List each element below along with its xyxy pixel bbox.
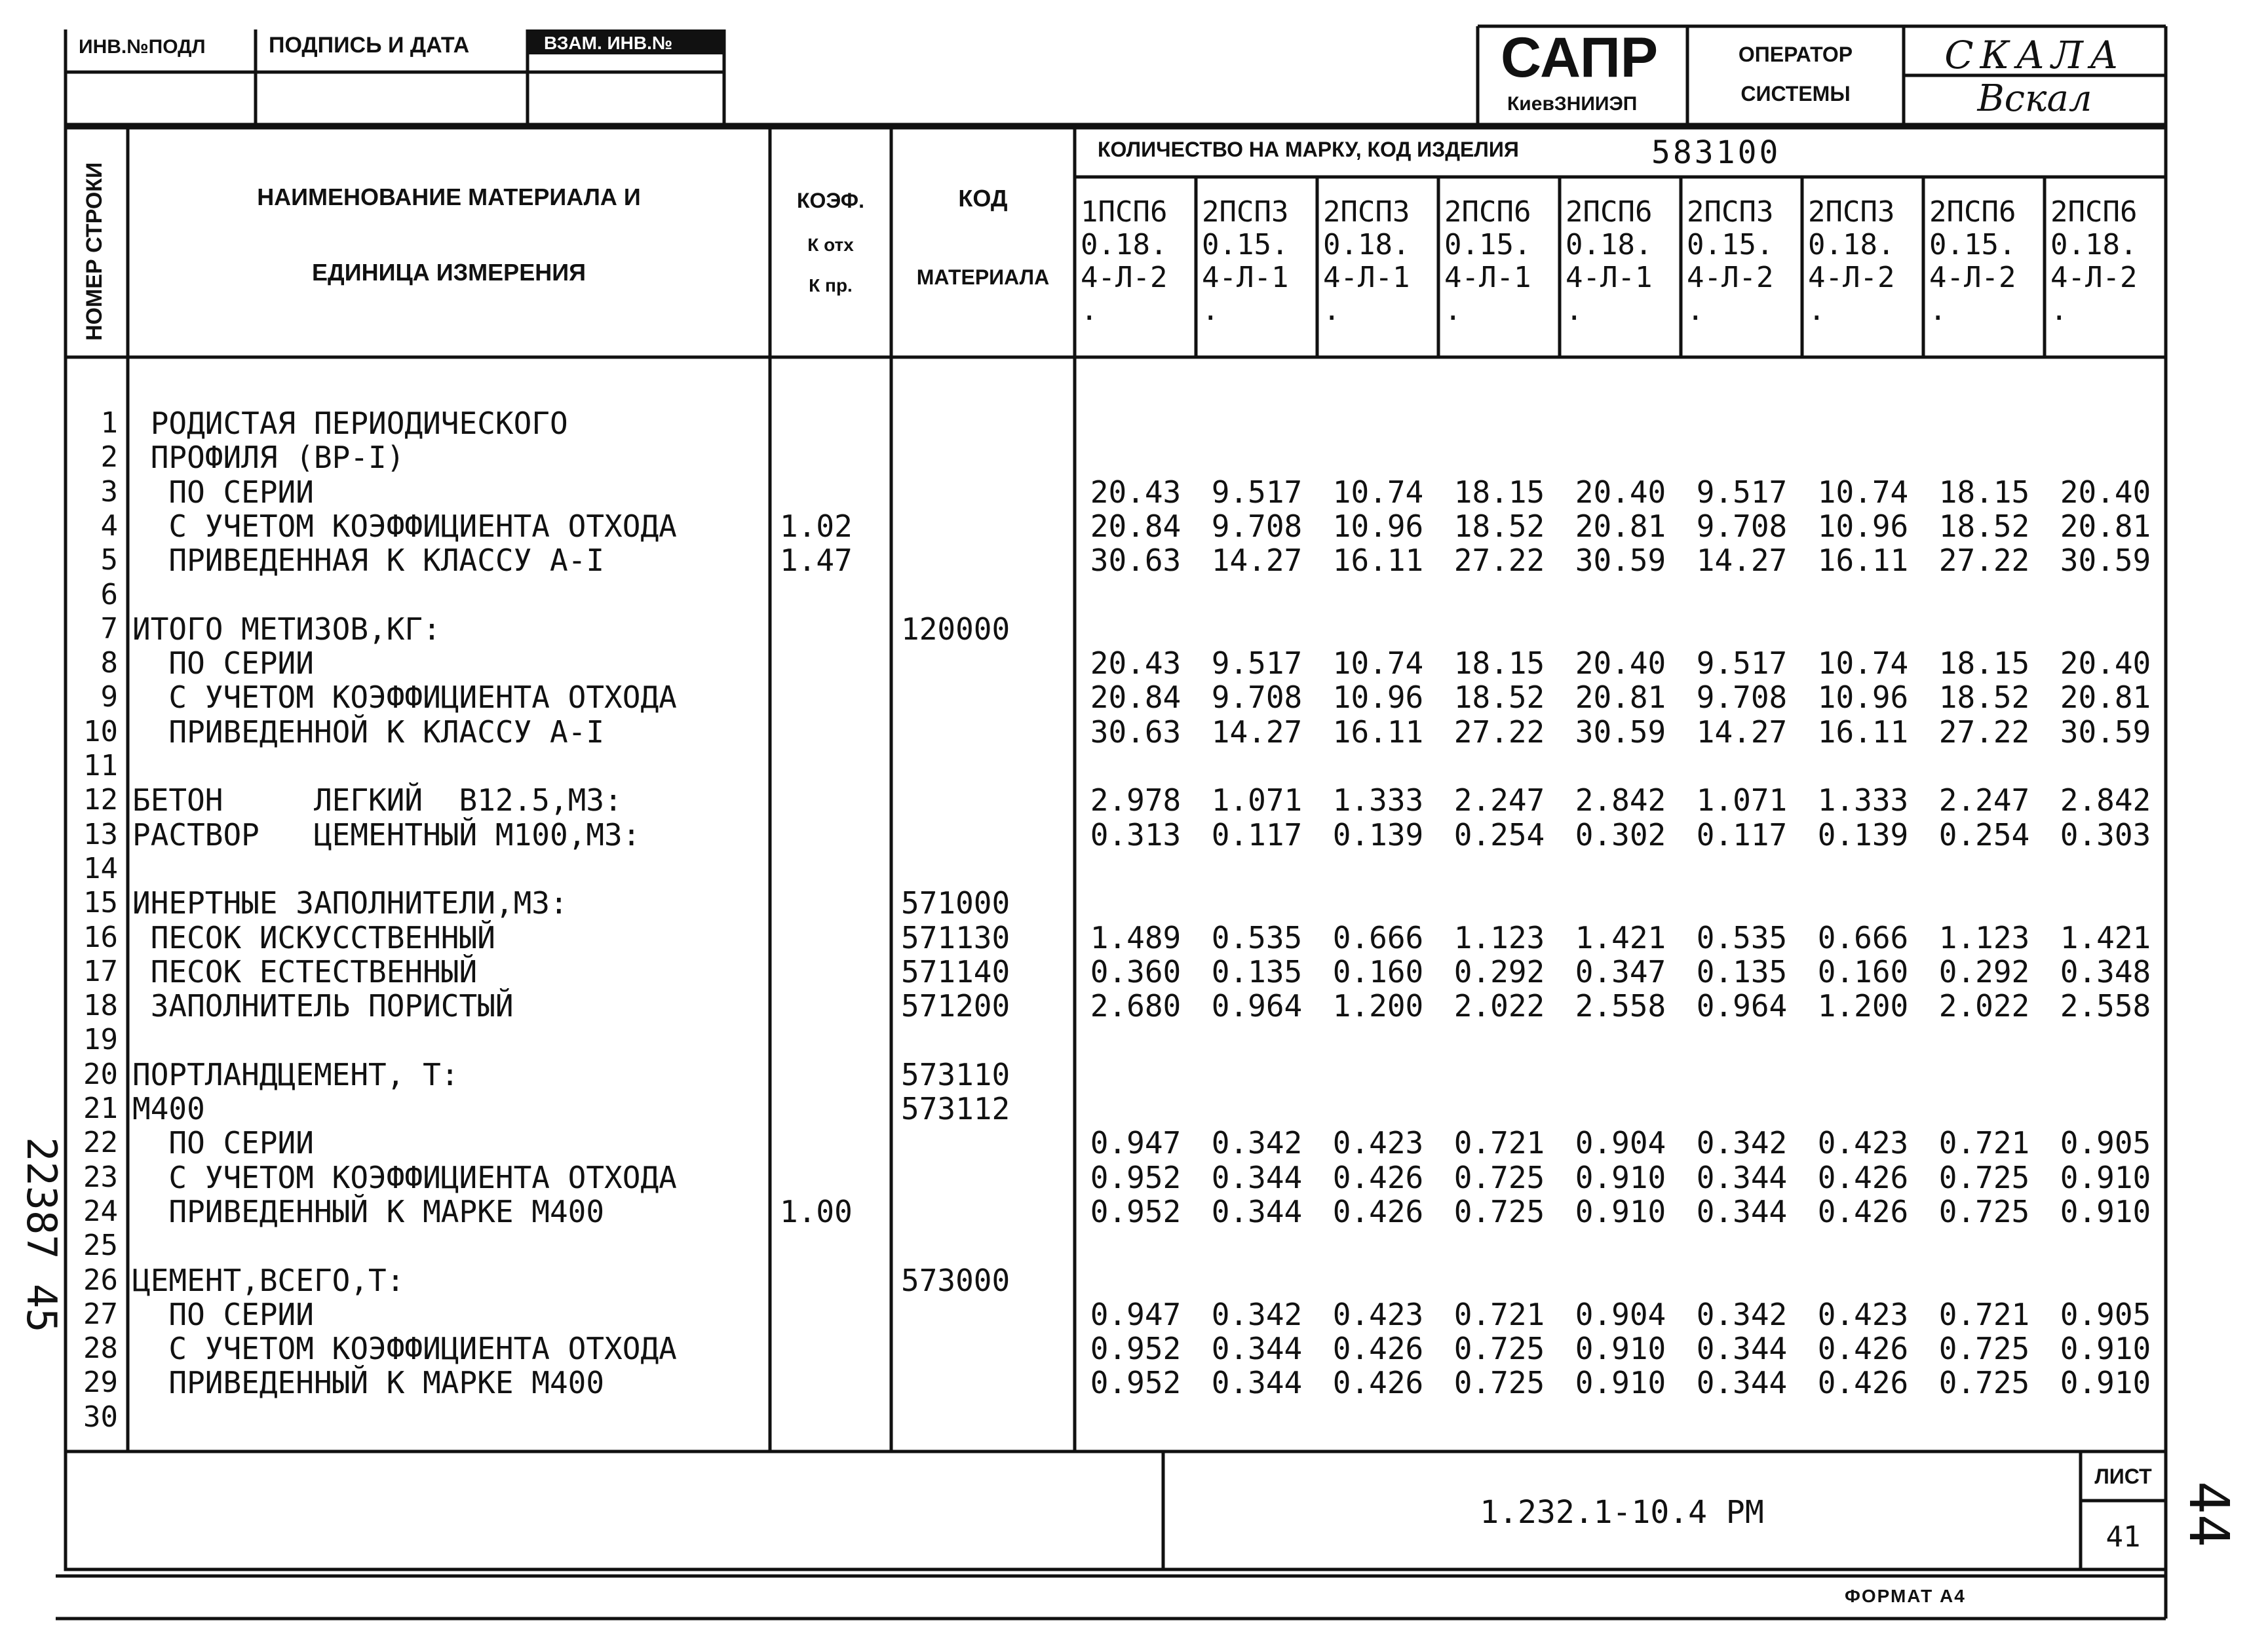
row-number: 11: [83, 749, 118, 782]
quantity-cell: 0.910: [2060, 1365, 2151, 1401]
coefficient: 1.00: [780, 1193, 853, 1229]
row-number: 29: [83, 1366, 118, 1400]
material-name: ПО СЕРИИ: [132, 474, 314, 510]
row-number: 18: [83, 989, 118, 1023]
mark-header-line: .: [1687, 294, 1704, 327]
quantity-cell: 0.952: [1090, 1365, 1182, 1401]
quantity-cell: 0.139: [1332, 816, 1424, 853]
quantity-cell: 27.22: [1938, 714, 2030, 750]
mark-header-line: 0.18.: [1566, 228, 1653, 261]
quantity-cell: 20.43: [1090, 645, 1182, 682]
quantity-cell: 2.978: [1090, 782, 1182, 818]
mark-header-line: 0.15.: [1687, 228, 1774, 261]
quantity-cell: 18.52: [1938, 508, 2030, 544]
quantity-cell: 1.421: [2060, 919, 2151, 955]
quantity-cell: 0.721: [1938, 1296, 2030, 1332]
quantity-cell: 0.947: [1090, 1296, 1182, 1332]
mark-header-line: .: [1566, 294, 1583, 327]
mark-header-line: 2ПСП6: [1929, 195, 2016, 229]
row-number: 30: [83, 1400, 118, 1434]
quantity-cell: 0.344: [1696, 1365, 1788, 1401]
quantity-cell: 0.725: [1938, 1159, 2030, 1195]
quantity-cell: 0.535: [1211, 919, 1303, 955]
quantity-cell: 1.333: [1817, 782, 1909, 818]
mark-header-line: 4-Л-2: [1081, 261, 1168, 294]
quantity-cell: 2.247: [1453, 782, 1545, 818]
quantity-cell: 20.40: [2060, 645, 2151, 682]
material-name: ПРИВЕДЕННОЙ К КЛАССУ А-I: [132, 714, 605, 750]
coefficient: 1.02: [780, 508, 853, 544]
quantity-cell: 0.725: [1938, 1365, 2030, 1401]
quantity-cell: 0.302: [1575, 816, 1666, 853]
material-code: 573110: [901, 1056, 1010, 1092]
quantity-cell: 0.117: [1211, 816, 1303, 853]
mark-header-line: 4-Л-1: [1566, 261, 1653, 294]
quantity-cell: 0.905: [2060, 1125, 2151, 1161]
material-name: ПРИВЕДЕННЫЙ К МАРКЕ М400: [132, 1193, 605, 1229]
quantity-cell: 0.721: [1453, 1125, 1545, 1161]
quantity-cell: 16.11: [1332, 543, 1424, 579]
material-name: ПЕСОК ИСКУССТВЕННЫЙ: [132, 919, 495, 955]
quantity-cell: 2.022: [1453, 988, 1545, 1024]
quantity-cell: 0.342: [1211, 1296, 1303, 1332]
material-name: ПОРТЛАНДЦЕМЕНТ, Т:: [132, 1056, 459, 1092]
row-number: 16: [83, 920, 118, 954]
material-name: ПО СЕРИИ: [132, 1296, 314, 1332]
row-number: 19: [83, 1023, 118, 1057]
quantity-cell: 30.63: [1090, 543, 1182, 579]
quantity-cell: 0.725: [1453, 1365, 1545, 1401]
quantity-cell: 14.27: [1211, 543, 1303, 579]
quantity-cell: 0.344: [1211, 1193, 1303, 1229]
operator-signature: Вскал: [1977, 77, 2092, 120]
mark-header-line: .: [1202, 294, 1220, 327]
quantity-cell: 0.910: [1575, 1193, 1666, 1229]
quantity-cell: 20.81: [1575, 508, 1666, 544]
row-number: 28: [83, 1332, 118, 1366]
quantity-cell: 0.117: [1696, 816, 1788, 853]
row-number: 7: [100, 611, 118, 645]
row-number: 21: [83, 1092, 118, 1125]
quantity-cell: 18.52: [1453, 680, 1545, 716]
quantity-cell: 20.43: [1090, 474, 1182, 510]
code-header-1: КОД: [958, 185, 1008, 212]
material-code: 571200: [901, 988, 1010, 1024]
quantity-cell: 0.426: [1817, 1193, 1909, 1229]
mark-header-line: 0.15.: [1444, 228, 1531, 261]
row-number: 17: [83, 954, 118, 988]
quantity-cell: 27.22: [1453, 543, 1545, 579]
row-number: 14: [83, 851, 118, 885]
quantity-cell: 0.725: [1453, 1159, 1545, 1195]
mark-header-line: .: [2050, 294, 2068, 327]
quantity-cell: 20.40: [2060, 474, 2151, 510]
quantity-cell: 0.348: [2060, 953, 2151, 989]
row-number: 27: [83, 1297, 118, 1331]
quantity-cell: 0.342: [1696, 1125, 1788, 1161]
row-number: 8: [100, 646, 118, 680]
quantity-cell: 9.517: [1211, 474, 1303, 510]
quantity-cell: 0.254: [1938, 816, 2030, 853]
mark-header-line: 2ПСП3: [1808, 195, 1895, 229]
quantity-cell: 1.071: [1211, 782, 1303, 818]
quantity-cell: 0.139: [1817, 816, 1909, 853]
quantity-cell: 0.292: [1938, 953, 2030, 989]
quantity-cell: 0.426: [1817, 1159, 1909, 1195]
quantity-cell: 1.123: [1453, 919, 1545, 955]
mark-header-line: 0.18.: [2050, 228, 2138, 261]
quantity-cell: 0.423: [1332, 1296, 1424, 1332]
quantity-cell: 0.952: [1090, 1159, 1182, 1195]
mark-header-line: 4-Л-2: [1929, 261, 2016, 294]
quantity-cell: 20.81: [1575, 680, 1666, 716]
sheet-number: 41: [2105, 1520, 2141, 1554]
quantity-cell: 0.535: [1696, 919, 1788, 955]
quantity-cell: 0.910: [2060, 1331, 2151, 1367]
mark-header-line: 2ПСП3: [1323, 195, 1410, 229]
quantity-cell: 20.40: [1575, 474, 1666, 510]
mark-header-line: 4-Л-1: [1323, 261, 1410, 294]
quantity-cell: 0.344: [1211, 1365, 1303, 1401]
quantity-cell: 18.52: [1938, 680, 2030, 716]
quantity-cell: 0.964: [1696, 988, 1788, 1024]
quantity-cell: 0.426: [1332, 1159, 1424, 1195]
quantity-cell: 0.347: [1575, 953, 1666, 989]
quantity-cell: 20.81: [2060, 508, 2151, 544]
quantity-cell: 0.254: [1453, 816, 1545, 853]
mark-header-line: .: [1444, 294, 1462, 327]
product-code: 583100: [1651, 134, 1781, 171]
quantity-cell: 2.558: [1575, 988, 1666, 1024]
quantity-cell: 0.313: [1090, 816, 1182, 853]
quantity-cell: 30.59: [1575, 714, 1666, 750]
podpis-data-label: ПОДПИСЬ И ДАТА: [269, 33, 470, 58]
row-number-header: НОМЕР СТРОКИ: [82, 162, 107, 341]
quantity-cell: 2.842: [2060, 782, 2151, 818]
row-number: 5: [100, 543, 118, 577]
quantity-cell: 14.27: [1696, 714, 1788, 750]
mark-header-line: 0.18.: [1081, 228, 1168, 261]
material-code: 573112: [901, 1091, 1010, 1126]
quantity-cell: 2.247: [1938, 782, 2030, 818]
mark-header-line: 4-Л-1: [1202, 261, 1289, 294]
quantity-cell: 20.84: [1090, 508, 1182, 544]
mark-header-line: 0.18.: [1323, 228, 1410, 261]
material-code: 571130: [901, 919, 1010, 955]
row-number: 12: [83, 783, 118, 817]
row-number: 1: [100, 406, 118, 440]
mark-header-line: 4-Л-2: [1687, 261, 1774, 294]
operator-label-1: ОПЕРАТОР: [1738, 43, 1853, 66]
row-number: 10: [83, 714, 118, 748]
material-name: ПРИВЕДЕННЫЙ К МАРКЕ М400: [132, 1365, 605, 1401]
operator-label-2: СИСТЕМЫ: [1740, 82, 1851, 106]
quantity-cell: 0.725: [1453, 1193, 1545, 1229]
material-name: ЗАПОЛНИТЕЛЬ ПОРИСТЫЙ: [132, 988, 514, 1024]
quantity-cell: 0.423: [1332, 1125, 1424, 1161]
quantity-cell: 16.11: [1332, 714, 1424, 750]
material-name: ЦЕМЕНТ,ВСЕГО,Т:: [132, 1262, 405, 1298]
quantity-cell: 0.135: [1211, 953, 1303, 989]
archive-number: 22387 45: [18, 1137, 66, 1333]
quantity-cell: 1.200: [1332, 988, 1424, 1024]
mark-header-line: 1ПСП6: [1081, 195, 1168, 229]
quantity-cell: 30.59: [1575, 543, 1666, 579]
material-name: ПО СЕРИИ: [132, 1125, 314, 1161]
inv-podl-label: ИНВ.№ПОДЛ: [79, 36, 206, 58]
quantity-cell: 9.708: [1696, 508, 1788, 544]
sapr-title: САПР: [1501, 26, 1659, 89]
quantity-cell: 30.59: [2060, 543, 2151, 579]
quantity-cell: 0.344: [1696, 1331, 1788, 1367]
mark-header-line: 0.18.: [1808, 228, 1895, 261]
row-number: 22: [83, 1126, 118, 1160]
quantity-cell: 0.292: [1453, 953, 1545, 989]
quantity-cell: 18.15: [1453, 474, 1545, 510]
name-header-2: ЕДИНИЦА ИЗМЕРЕНИЯ: [312, 259, 586, 286]
material-code: 120000: [901, 611, 1010, 647]
mark-header-line: 2ПСП6: [2050, 195, 2138, 229]
mark-header-line: .: [1323, 294, 1341, 327]
code-header-2: МАТЕРИАЛА: [916, 265, 1050, 289]
org-name: КиевЗНИИЭП: [1507, 93, 1638, 115]
material-name: ПО СЕРИИ: [132, 645, 314, 682]
document-code: 1.232.1-10.4 РМ: [1480, 1494, 1764, 1531]
quantity-cell: 0.904: [1575, 1296, 1666, 1332]
quantity-cell: 0.905: [2060, 1296, 2151, 1332]
row-number: 26: [83, 1263, 118, 1297]
quantity-cell: 14.27: [1696, 543, 1788, 579]
quantity-cell: 0.910: [2060, 1193, 2151, 1229]
quantity-cell: 0.426: [1332, 1365, 1424, 1401]
quantity-cell: 0.426: [1817, 1365, 1909, 1401]
material-name: РАСТВОР ЦЕМЕНТНЫЙ М100,М3:: [132, 816, 641, 853]
quantity-cell: 18.15: [1938, 645, 2030, 682]
quantity-cell: 0.344: [1211, 1159, 1303, 1195]
quantity-cell: 9.517: [1696, 645, 1788, 682]
mark-header-line: 4-Л-2: [2050, 261, 2138, 294]
quantity-cell: 1.123: [1938, 919, 2030, 955]
quantity-cell: 0.135: [1696, 953, 1788, 989]
row-number: 3: [100, 474, 118, 509]
row-number: 9: [100, 680, 118, 714]
quantity-cell: 9.708: [1211, 508, 1303, 544]
quantity-cell: 14.27: [1211, 714, 1303, 750]
quantity-cell: 0.423: [1817, 1125, 1909, 1161]
quantity-cell: 0.426: [1817, 1331, 1909, 1367]
quantity-cell: 16.11: [1817, 714, 1909, 750]
row-number: 6: [100, 577, 118, 611]
row-number: 24: [83, 1194, 118, 1228]
quantity-cell: 0.342: [1696, 1296, 1788, 1332]
coef-header-3: К пр.: [809, 275, 853, 296]
material-name: М400: [132, 1091, 205, 1126]
quantity-cell: 0.426: [1332, 1331, 1424, 1367]
quantity-cell: 0.910: [1575, 1331, 1666, 1367]
quantity-cell: 9.517: [1211, 645, 1303, 682]
quantity-cell: 10.96: [1817, 508, 1909, 544]
quantity-cell: 18.15: [1938, 474, 2030, 510]
quantity-cell: 0.910: [1575, 1365, 1666, 1401]
quantity-cell: 2.022: [1938, 988, 2030, 1024]
material-name: С УЧЕТОМ КОЭФФИЦИЕНТА ОТХОДА: [132, 1331, 677, 1367]
quantity-cell: 0.910: [2060, 1159, 2151, 1195]
row-number: 2: [100, 440, 118, 474]
quantity-cell: 20.40: [1575, 645, 1666, 682]
quantity-cell: 0.952: [1090, 1193, 1182, 1229]
quantity-cell: 0.725: [1453, 1331, 1545, 1367]
quantity-cell: 0.344: [1696, 1193, 1788, 1229]
quantity-cell: 0.160: [1332, 953, 1424, 989]
quantity-cell: 0.344: [1211, 1331, 1303, 1367]
quantity-cell: 20.81: [2060, 680, 2151, 716]
mark-header-line: 2ПСП6: [1566, 195, 1653, 229]
mark-header-line: 2ПСП6: [1444, 195, 1531, 229]
material-name: ПЕСОК ЕСТЕСТВЕННЫЙ: [132, 953, 478, 989]
mark-header-line: 2ПСП3: [1687, 195, 1774, 229]
quantity-cell: 10.96: [1332, 508, 1424, 544]
quantity-cell: 20.84: [1090, 680, 1182, 716]
quantity-cell: 0.721: [1938, 1125, 2030, 1161]
page-number: 44: [2177, 1481, 2241, 1548]
row-number: 25: [83, 1229, 118, 1263]
quantity-cell: 0.160: [1817, 953, 1909, 989]
quantity-cell: 9.708: [1696, 680, 1788, 716]
sheet-label: ЛИСТ: [2094, 1465, 2152, 1488]
quantity-cell: 2.558: [2060, 988, 2151, 1024]
mark-header-line: .: [1929, 294, 1947, 327]
quantity-cell: 30.59: [2060, 714, 2151, 750]
quantity-cell: 30.63: [1090, 714, 1182, 750]
mark-header-line: 4-Л-1: [1444, 261, 1531, 294]
row-number: 15: [83, 886, 118, 920]
coef-header-1: КОЭФ.: [797, 189, 864, 212]
quantity-cell: 1.489: [1090, 919, 1182, 955]
quantity-cell: 0.303: [2060, 816, 2151, 853]
material-name: ПРИВЕДЕННАЯ К КЛАССУ А-I: [132, 543, 605, 579]
material-name: БЕТОН ЛЕГКИЙ В12.5,М3:: [132, 782, 623, 818]
quantity-cell: 10.74: [1332, 645, 1424, 682]
mark-header-line: .: [1808, 294, 1826, 327]
quantity-cell: 27.22: [1453, 714, 1545, 750]
quantity-cell: 16.11: [1817, 543, 1909, 579]
material-code: 573000: [901, 1262, 1010, 1298]
quantity-cell: 1.333: [1332, 782, 1424, 818]
coef-header-2: К отх: [807, 235, 854, 255]
quantity-cell: 0.666: [1817, 919, 1909, 955]
quantity-cell: 0.344: [1696, 1159, 1788, 1195]
quantity-header: КОЛИЧЕСТВО НА МАРКУ, КОД ИЗДЕЛИЯ: [1098, 138, 1519, 161]
mark-header-line: 0.15.: [1929, 228, 2016, 261]
material-name: С УЧЕТОМ КОЭФФИЦИЕНТА ОТХОДА: [132, 680, 677, 716]
quantity-cell: 18.15: [1453, 645, 1545, 682]
material-name: С УЧЕТОМ КОЭФФИЦИЕНТА ОТХОДА: [132, 1159, 677, 1195]
quantity-cell: 10.74: [1332, 474, 1424, 510]
quantity-cell: 0.342: [1211, 1125, 1303, 1161]
quantity-cell: 9.517: [1696, 474, 1788, 510]
quantity-cell: 0.952: [1090, 1331, 1182, 1367]
quantity-cell: 10.74: [1817, 474, 1909, 510]
quantity-cell: 0.725: [1938, 1331, 2030, 1367]
quantity-cell: 0.426: [1332, 1193, 1424, 1229]
row-number: 13: [83, 817, 118, 851]
system-name: СКАЛА: [1944, 33, 2125, 77]
quantity-cell: 1.200: [1817, 988, 1909, 1024]
mark-header-line: .: [1081, 294, 1098, 327]
material-name: С УЧЕТОМ КОЭФФИЦИЕНТА ОТХОДА: [132, 508, 677, 544]
mark-header-line: 4-Л-2: [1808, 261, 1895, 294]
quantity-cell: 0.910: [1575, 1159, 1666, 1195]
row-number: 20: [83, 1057, 118, 1091]
material-name: РОДИСТАЯ ПЕРИОДИЧЕСКОГО: [132, 406, 568, 441]
material-code: 571000: [901, 885, 1010, 921]
coefficient: 1.47: [780, 543, 853, 579]
material-name: ИНЕРТНЫЕ ЗАПОЛНИТЕЛИ,М3:: [132, 885, 568, 921]
quantity-cell: 0.725: [1938, 1193, 2030, 1229]
format-label: ФОРМАТ А4: [1845, 1586, 1966, 1606]
quantity-cell: 9.708: [1211, 680, 1303, 716]
quantity-cell: 10.74: [1817, 645, 1909, 682]
quantity-cell: 0.721: [1453, 1296, 1545, 1332]
quantity-cell: 0.423: [1817, 1296, 1909, 1332]
quantity-cell: 1.421: [1575, 919, 1666, 955]
quantity-cell: 2.680: [1090, 988, 1182, 1024]
quantity-cell: 10.96: [1332, 680, 1424, 716]
row-number: 23: [83, 1160, 118, 1194]
material-code: 571140: [901, 953, 1010, 989]
quantity-cell: 27.22: [1938, 543, 2030, 579]
mark-header-line: 2ПСП3: [1202, 195, 1289, 229]
quantity-cell: 10.96: [1817, 680, 1909, 716]
quantity-cell: 1.071: [1696, 782, 1788, 818]
quantity-cell: 0.666: [1332, 919, 1424, 955]
name-header-1: НАИМЕНОВАНИЕ МАТЕРИАЛА И: [257, 183, 641, 210]
quantity-cell: 0.964: [1211, 988, 1303, 1024]
mark-header-line: 0.15.: [1202, 228, 1289, 261]
quantity-cell: 0.360: [1090, 953, 1182, 989]
material-name: ПРОФИЛЯ (ВР-I): [132, 440, 405, 476]
row-number: 4: [100, 509, 118, 543]
vzam-inv-label: ВЗАМ. ИНВ.№: [544, 33, 673, 53]
material-name: ИТОГО МЕТИЗОВ,КГ:: [132, 611, 441, 647]
quantity-cell: 18.52: [1453, 508, 1545, 544]
quantity-cell: 0.947: [1090, 1125, 1182, 1161]
quantity-cell: 0.904: [1575, 1125, 1666, 1161]
quantity-cell: 2.842: [1575, 782, 1666, 818]
